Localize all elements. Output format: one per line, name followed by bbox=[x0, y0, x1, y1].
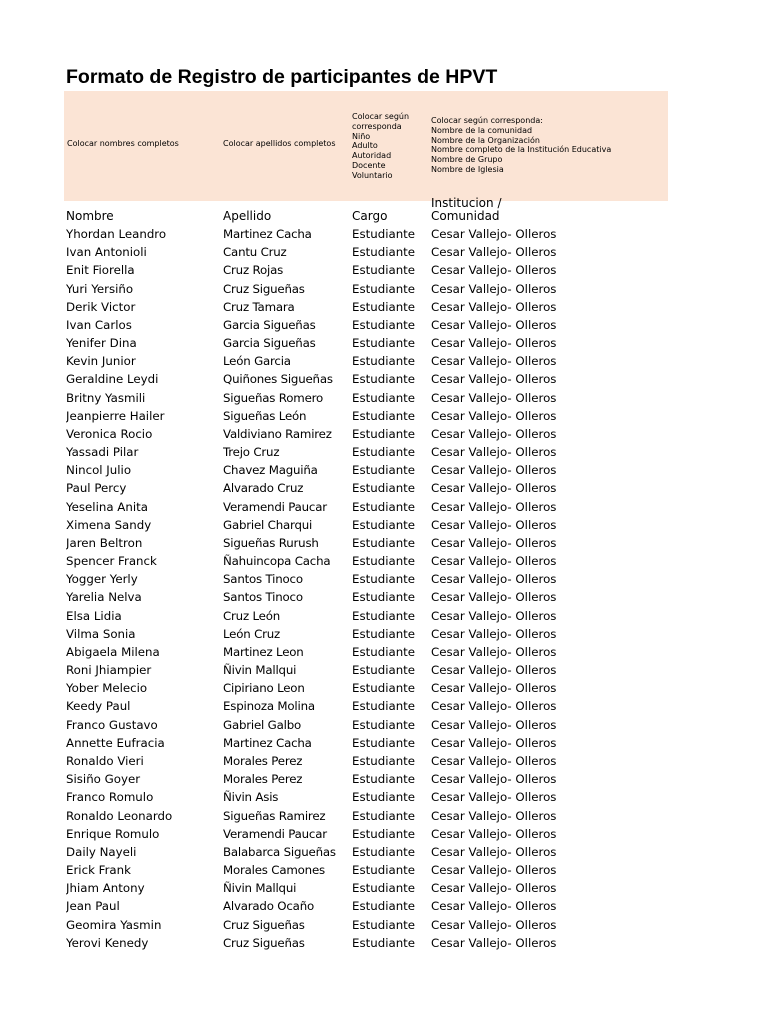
table-row bbox=[0, 607, 768, 625]
cell-cargo: Estudiante bbox=[352, 881, 416, 896]
cell-nombre: Jaren Beltron bbox=[66, 535, 143, 550]
cell-nombre: Geomira Yasmin bbox=[66, 917, 162, 932]
cell-cargo: Estudiante bbox=[352, 281, 416, 296]
cell-institucion: Cesar Vallejo- Olleros bbox=[431, 535, 557, 550]
cell-cargo: Estudiante bbox=[352, 390, 416, 405]
cell-nombre: Vilma Sonia bbox=[66, 626, 136, 641]
cell-nombre: Jhiam Antony bbox=[66, 881, 145, 896]
cell-cargo: Estudiante bbox=[352, 790, 416, 805]
cell-institucion: Cesar Vallejo- Olleros bbox=[431, 281, 557, 296]
cell-nombre: Yuri Yersiño bbox=[66, 281, 134, 296]
table-row bbox=[0, 516, 768, 534]
cell-nombre: Roni Jhiampier bbox=[66, 663, 152, 678]
table-row bbox=[0, 552, 768, 570]
table-row bbox=[0, 425, 768, 443]
cell-cargo: Estudiante bbox=[352, 572, 416, 587]
cell-apellido: Gabriel Charqui bbox=[223, 517, 313, 532]
cell-institucion: Cesar Vallejo- Olleros bbox=[431, 790, 557, 805]
column-header-nombre: Nombre bbox=[66, 209, 114, 223]
cell-cargo: Estudiante bbox=[352, 808, 416, 823]
cell-nombre: Yhordan Leandro bbox=[66, 227, 167, 241]
cell-nombre: Spencer Franck bbox=[66, 554, 157, 569]
cell-nombre: Sisiño Goyer bbox=[66, 772, 141, 787]
cell-apellido: Ñahuincopa Cacha bbox=[223, 554, 331, 569]
cell-nombre: Franco Gustavo bbox=[66, 717, 158, 732]
table-row bbox=[0, 861, 768, 879]
instruction-cargo-line: Niño bbox=[352, 131, 371, 141]
table-row bbox=[0, 716, 768, 734]
cell-institucion: Cesar Vallejo- Olleros bbox=[431, 808, 557, 823]
cell-institucion: Cesar Vallejo- Olleros bbox=[431, 372, 557, 387]
column-header-institucion-line1: Institucion / bbox=[431, 196, 502, 210]
cell-cargo: Estudiante bbox=[352, 227, 416, 241]
cell-nombre: Ronaldo Leonardo bbox=[66, 808, 173, 823]
cell-cargo: Estudiante bbox=[352, 717, 416, 732]
cell-cargo: Estudiante bbox=[352, 844, 416, 859]
cell-nombre: Veronica Rocio bbox=[66, 426, 153, 441]
cell-apellido: Balabarca Sigueñas bbox=[223, 844, 336, 859]
instruction-cargo bbox=[352, 112, 409, 181]
instruction-cargo-line: Colocar según bbox=[352, 112, 410, 121]
cell-cargo: Estudiante bbox=[352, 299, 416, 314]
cell-institucion: Cesar Vallejo- Olleros bbox=[431, 572, 557, 587]
instruction-institucion-line: Nombre de la Organización bbox=[431, 135, 540, 145]
cell-apellido: Sigueñas Ramirez bbox=[223, 808, 326, 823]
cell-institucion: Cesar Vallejo- Olleros bbox=[431, 699, 557, 714]
cell-institucion: Cesar Vallejo- Olleros bbox=[431, 336, 557, 351]
cell-cargo: Estudiante bbox=[352, 408, 416, 423]
cell-cargo: Estudiante bbox=[352, 445, 416, 460]
table-row bbox=[0, 916, 768, 934]
cell-institucion: Cesar Vallejo- Olleros bbox=[431, 554, 557, 569]
cell-institucion: Cesar Vallejo- Olleros bbox=[431, 245, 557, 260]
cell-institucion: Cesar Vallejo- Olleros bbox=[431, 608, 557, 623]
table-row bbox=[0, 534, 768, 552]
table-row bbox=[0, 370, 768, 388]
cell-institucion: Cesar Vallejo- Olleros bbox=[431, 663, 557, 678]
cell-institucion: Cesar Vallejo- Olleros bbox=[431, 735, 557, 750]
table-row bbox=[0, 479, 768, 497]
table-row bbox=[0, 788, 768, 806]
cell-apellido: Morales Perez bbox=[223, 772, 303, 787]
cell-nombre: Abigaela Milena bbox=[66, 644, 160, 659]
instruction-institucion bbox=[431, 116, 611, 175]
cell-nombre: Kevin Junior bbox=[66, 354, 136, 369]
cell-cargo: Estudiante bbox=[352, 753, 416, 768]
cell-nombre: Ronaldo Vieri bbox=[66, 753, 144, 768]
cell-nombre: Daily Nayeli bbox=[66, 844, 137, 859]
instruction-cargo-line: Voluntario bbox=[352, 170, 393, 180]
cell-cargo: Estudiante bbox=[352, 372, 416, 387]
cell-nombre: Elsa Lidia bbox=[66, 608, 122, 623]
cell-cargo: Estudiante bbox=[352, 663, 416, 678]
cell-apellido: Valdiviano Ramirez bbox=[223, 426, 332, 441]
cell-cargo: Estudiante bbox=[352, 426, 416, 441]
cell-apellido: Ñivin Mallqui bbox=[223, 881, 297, 896]
cell-nombre: Jean Paul bbox=[66, 899, 120, 914]
cell-apellido: Martinez Cacha bbox=[223, 227, 312, 241]
instruction-cargo-line: corresponda bbox=[352, 121, 402, 131]
cell-cargo: Estudiante bbox=[352, 735, 416, 750]
cell-cargo: Estudiante bbox=[352, 899, 416, 914]
cell-institucion: Cesar Vallejo- Olleros bbox=[431, 935, 557, 950]
cell-apellido: Santos Tinoco bbox=[223, 572, 303, 587]
table-row bbox=[0, 498, 768, 516]
cell-apellido: Espinoza Molina bbox=[223, 699, 315, 714]
cell-apellido: Cruz Sigueñas bbox=[223, 281, 305, 296]
cell-institucion: Cesar Vallejo- Olleros bbox=[431, 499, 557, 514]
table-row bbox=[0, 316, 768, 334]
table-row bbox=[0, 825, 768, 843]
cell-institucion: Cesar Vallejo- Olleros bbox=[431, 826, 557, 841]
cell-institucion: Cesar Vallejo- Olleros bbox=[431, 426, 557, 441]
cell-apellido: Cruz León bbox=[223, 608, 281, 623]
cell-nombre: Ivan Carlos bbox=[66, 317, 132, 332]
cell-apellido: Martinez Leon bbox=[223, 644, 304, 659]
instruction-institucion-line: Colocar según corresponda: bbox=[431, 116, 543, 125]
cell-nombre: Ivan Antonioli bbox=[66, 245, 147, 260]
table-row bbox=[0, 443, 768, 461]
column-header-institucion-line2: Comunidad bbox=[431, 209, 500, 223]
cell-apellido: Alvarado Cruz bbox=[223, 481, 304, 496]
table-row bbox=[0, 625, 768, 643]
cell-cargo: Estudiante bbox=[352, 626, 416, 641]
column-header-institucion bbox=[431, 197, 501, 223]
cell-cargo: Estudiante bbox=[352, 535, 416, 550]
cell-cargo: Estudiante bbox=[352, 826, 416, 841]
cell-cargo: Estudiante bbox=[352, 245, 416, 260]
instruction-cargo-line: Autoridad bbox=[352, 151, 392, 161]
page-title: Formato de Registro de participantes de HPVT bbox=[66, 66, 498, 88]
cell-nombre: Yarelia Nelva bbox=[66, 590, 142, 605]
cell-institucion: Cesar Vallejo- Olleros bbox=[431, 445, 557, 460]
cell-apellido: Garcia Sigueñas bbox=[223, 317, 316, 332]
cell-institucion: Cesar Vallejo- Olleros bbox=[431, 863, 557, 878]
table-row bbox=[0, 570, 768, 588]
instruction-institucion-line: Nombre de Grupo bbox=[431, 155, 503, 165]
cell-apellido: Alvarado Ocaño bbox=[223, 899, 314, 914]
cell-institucion: Cesar Vallejo- Olleros bbox=[431, 717, 557, 732]
instruction-nombre: Colocar nombres completos bbox=[67, 139, 179, 148]
cell-nombre: Jeanpierre Hailer bbox=[66, 408, 165, 423]
cell-nombre: Geraldine Leydi bbox=[66, 372, 159, 387]
cell-cargo: Estudiante bbox=[352, 699, 416, 714]
cell-nombre: Yeselina Anita bbox=[66, 499, 148, 514]
table-row bbox=[0, 389, 768, 407]
cell-institucion: Cesar Vallejo- Olleros bbox=[431, 263, 557, 278]
cell-institucion: Cesar Vallejo- Olleros bbox=[431, 917, 557, 932]
table-row bbox=[0, 334, 768, 352]
cell-apellido: Cantu Cruz bbox=[223, 245, 287, 260]
cell-institucion: Cesar Vallejo- Olleros bbox=[431, 626, 557, 641]
cell-cargo: Estudiante bbox=[352, 463, 416, 478]
participants-table bbox=[0, 225, 768, 952]
cell-institucion: Cesar Vallejo- Olleros bbox=[431, 354, 557, 369]
cell-cargo: Estudiante bbox=[352, 681, 416, 696]
cell-cargo: Estudiante bbox=[352, 517, 416, 532]
cell-nombre: Yenifer Dina bbox=[66, 336, 137, 351]
instruction-institucion-line: Nombre completo de la Institución Educativa bbox=[431, 145, 612, 155]
instructions-header-band bbox=[64, 91, 668, 201]
column-header-cargo: Cargo bbox=[352, 209, 388, 223]
table-row bbox=[0, 461, 768, 479]
cell-nombre: Enit Fiorella bbox=[66, 263, 135, 278]
cell-cargo: Estudiante bbox=[352, 935, 416, 950]
cell-apellido: Veramendi Paucar bbox=[223, 499, 327, 514]
cell-apellido: Morales Camones bbox=[223, 863, 325, 878]
cell-cargo: Estudiante bbox=[352, 772, 416, 787]
cell-apellido: Ñivin Asis bbox=[223, 790, 279, 805]
cell-cargo: Estudiante bbox=[352, 590, 416, 605]
cell-institucion: Cesar Vallejo- Olleros bbox=[431, 517, 557, 532]
cell-apellido: León Garcia bbox=[223, 354, 291, 369]
cell-apellido: Veramendi Paucar bbox=[223, 826, 327, 841]
cell-institucion: Cesar Vallejo- Olleros bbox=[431, 317, 557, 332]
cell-institucion: Cesar Vallejo- Olleros bbox=[431, 844, 557, 859]
cell-apellido: Quiñones Sigueñas bbox=[223, 372, 333, 387]
cell-apellido: Garcia Sigueñas bbox=[223, 336, 316, 351]
cell-apellido: Martinez Cacha bbox=[223, 735, 312, 750]
cell-institucion: Cesar Vallejo- Olleros bbox=[431, 227, 557, 241]
table-row bbox=[0, 661, 768, 679]
cell-nombre: Britny Yasmili bbox=[66, 390, 146, 405]
table-row bbox=[0, 897, 768, 915]
table-row bbox=[0, 879, 768, 897]
cell-nombre: Derik Victor bbox=[66, 299, 136, 314]
cell-apellido: Sigueñas Rurush bbox=[223, 535, 319, 550]
table-row bbox=[0, 243, 768, 261]
cell-institucion: Cesar Vallejo- Olleros bbox=[431, 644, 557, 659]
cell-nombre: Yober Melecio bbox=[66, 681, 148, 696]
cell-cargo: Estudiante bbox=[352, 644, 416, 659]
instruction-cargo-line: Docente bbox=[352, 160, 386, 170]
cell-apellido: Cruz Tamara bbox=[223, 299, 295, 314]
cell-cargo: Estudiante bbox=[352, 863, 416, 878]
cell-apellido: León Cruz bbox=[223, 626, 281, 641]
cell-cargo: Estudiante bbox=[352, 354, 416, 369]
cell-institucion: Cesar Vallejo- Olleros bbox=[431, 681, 557, 696]
cell-cargo: Estudiante bbox=[352, 263, 416, 278]
cell-nombre: Franco Romulo bbox=[66, 790, 154, 805]
instruction-institucion-line: Nombre de Iglesia bbox=[431, 164, 504, 174]
column-header-apellido: Apellido bbox=[223, 209, 272, 223]
cell-institucion: Cesar Vallejo- Olleros bbox=[431, 772, 557, 787]
instruction-cargo-line: Adulto bbox=[352, 141, 378, 151]
cell-nombre: Annette Eufracia bbox=[66, 735, 165, 750]
table-row bbox=[0, 588, 768, 606]
cell-nombre: Paul Percy bbox=[66, 481, 127, 496]
cell-institucion: Cesar Vallejo- Olleros bbox=[431, 590, 557, 605]
cell-institucion: Cesar Vallejo- Olleros bbox=[431, 481, 557, 496]
cell-cargo: Estudiante bbox=[352, 554, 416, 569]
cell-cargo: Estudiante bbox=[352, 917, 416, 932]
cell-nombre: Yassadi Pilar bbox=[66, 445, 139, 460]
cell-nombre: Erick Frank bbox=[66, 863, 131, 878]
cell-apellido: Cruz Sigueñas bbox=[223, 917, 305, 932]
cell-apellido: Santos Tinoco bbox=[223, 590, 303, 605]
cell-apellido: Chavez Maguiña bbox=[223, 463, 318, 478]
table-row bbox=[0, 752, 768, 770]
cell-apellido: Cruz Sigueñas bbox=[223, 935, 305, 950]
cell-apellido: Gabriel Galbo bbox=[223, 717, 302, 732]
table-row bbox=[0, 643, 768, 661]
cell-apellido: Ñivin Mallqui bbox=[223, 663, 297, 678]
cell-apellido: Cipiriano Leon bbox=[223, 681, 305, 696]
table-row bbox=[0, 734, 768, 752]
instruction-apellido: Colocar apellidos completos bbox=[223, 139, 336, 148]
table-row bbox=[0, 407, 768, 425]
cell-nombre: Yogger Yerly bbox=[66, 572, 138, 587]
cell-nombre: Ximena Sandy bbox=[66, 517, 152, 532]
cell-cargo: Estudiante bbox=[352, 481, 416, 496]
table-row bbox=[0, 697, 768, 715]
cell-institucion: Cesar Vallejo- Olleros bbox=[431, 899, 557, 914]
cell-cargo: Estudiante bbox=[352, 608, 416, 623]
cell-nombre: Nincol Julio bbox=[66, 463, 132, 478]
cell-cargo: Estudiante bbox=[352, 317, 416, 332]
cell-institucion: Cesar Vallejo- Olleros bbox=[431, 408, 557, 423]
cell-cargo: Estudiante bbox=[352, 499, 416, 514]
cell-apellido: Sigueñas León bbox=[223, 408, 307, 423]
table-row bbox=[0, 770, 768, 788]
table-row bbox=[0, 843, 768, 861]
table-row bbox=[0, 280, 768, 298]
cell-nombre: Enrique Romulo bbox=[66, 826, 160, 841]
cell-institucion: Cesar Vallejo- Olleros bbox=[431, 881, 557, 896]
cell-apellido: Trejo Cruz bbox=[223, 445, 280, 460]
cell-apellido: Cruz Rojas bbox=[223, 263, 284, 278]
table-row bbox=[0, 352, 768, 370]
cell-institucion: Cesar Vallejo- Olleros bbox=[431, 299, 557, 314]
cell-apellido: Morales Perez bbox=[223, 753, 303, 768]
cell-institucion: Cesar Vallejo- Olleros bbox=[431, 463, 557, 478]
table-row bbox=[0, 225, 768, 243]
table-row bbox=[0, 298, 768, 316]
instruction-institucion-line: Nombre de la comunidad bbox=[431, 125, 533, 135]
table-row bbox=[0, 934, 768, 952]
cell-institucion: Cesar Vallejo- Olleros bbox=[431, 753, 557, 768]
cell-nombre: Yerovi Kenedy bbox=[66, 935, 149, 950]
table-row bbox=[0, 807, 768, 825]
cell-cargo: Estudiante bbox=[352, 336, 416, 351]
cell-apellido: Sigueñas Romero bbox=[223, 390, 324, 405]
cell-institucion: Cesar Vallejo- Olleros bbox=[431, 390, 557, 405]
table-row bbox=[0, 261, 768, 279]
table-row bbox=[0, 679, 768, 697]
cell-nombre: Keedy Paul bbox=[66, 699, 131, 714]
